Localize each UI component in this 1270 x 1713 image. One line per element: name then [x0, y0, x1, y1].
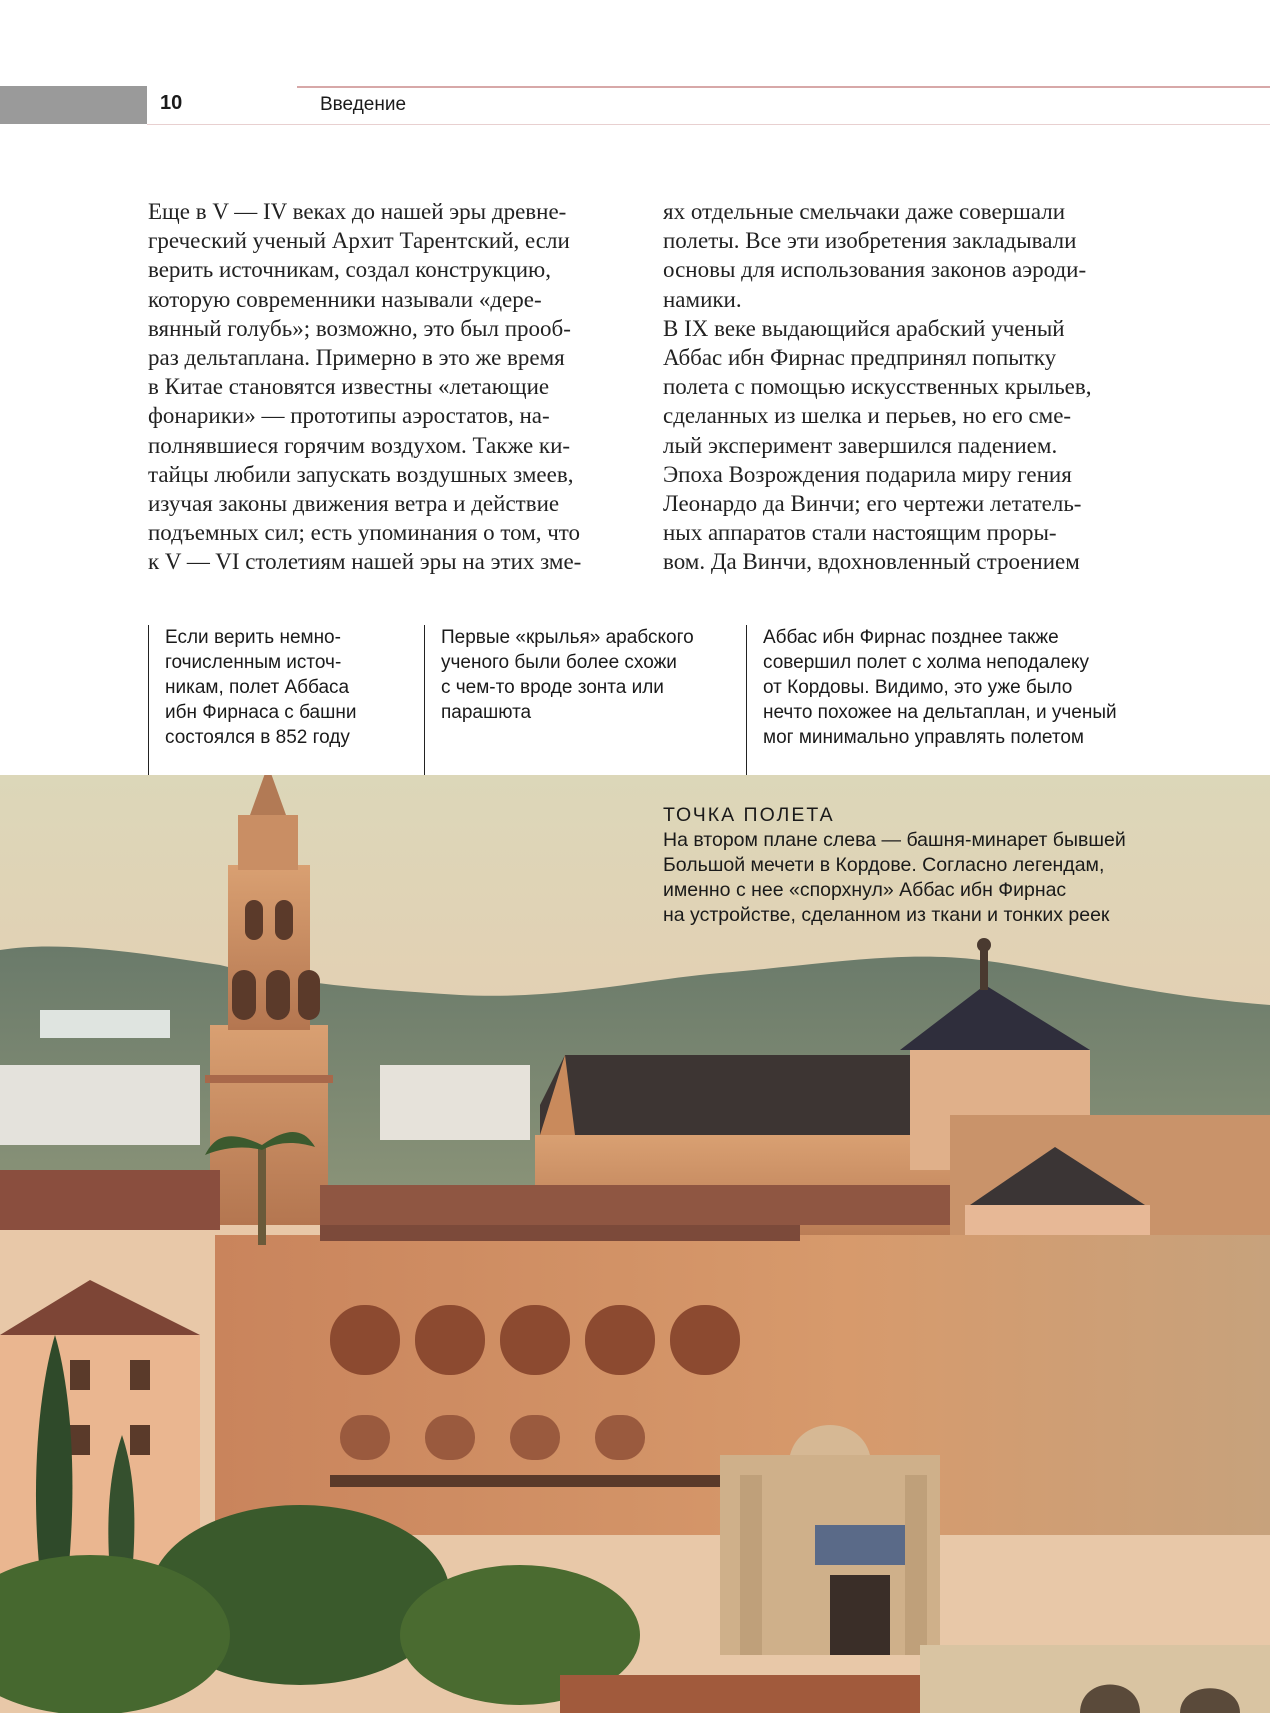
caption-line: Если верить немно- — [165, 627, 341, 648]
body-line: ных аппаратов стали настоящим проры- — [663, 520, 1057, 546]
body-line: подъемных сил; есть упоминания о том, что — [148, 520, 581, 546]
photo-caption-line: На втором плане слева — башня-минарет бывшей — [663, 829, 1126, 851]
header-gray-bar — [0, 86, 147, 124]
distant-buildings — [40, 1010, 170, 1038]
photo-caption — [663, 803, 1163, 928]
caption-line: состоялся в 852 году — [165, 727, 350, 748]
body-line: фонарики» — прототипы аэростатов, на- — [148, 403, 550, 429]
photo-caption-title: ТОЧКА ПОЛЕТА — [663, 804, 835, 826]
body-line: лый эксперимент завершился падением. — [663, 432, 1058, 458]
distant-buildings — [380, 1065, 530, 1140]
body-line: полнявшиеся горячим воздухом. Также ки- — [148, 432, 571, 458]
caption-line: Аббас ибн Фирнас позднее также — [763, 627, 1059, 648]
body-line: в Китае становятся известны «летающие — [148, 374, 550, 400]
caption-line: нечто похожее на дельтаплан, и ученый — [763, 702, 1117, 723]
left-houses — [0, 1280, 200, 1575]
body-line: основы для использования законов аэроди- — [663, 257, 1087, 283]
photo-caption-line: именно с нее «спорхнул» Аббас ибн Фирнас — [663, 879, 1067, 901]
body-text-left-column — [148, 197, 638, 577]
roman-bridge — [920, 1645, 1270, 1713]
body-line: Аббас ибн Фирнас предпринял попытку — [663, 345, 1057, 371]
caption-line: ибн Фирнаса с башни — [165, 702, 357, 723]
body-line: которую современники называли «дере- — [148, 286, 542, 312]
body-line: Леонардо да Винчи; его чертежи летатель- — [663, 491, 1082, 517]
body-line: сделанных из шелка и перьев, но его сме- — [663, 403, 1072, 429]
body-line: Эпоха Возрождения подарила миру гения — [663, 461, 1072, 487]
distant-buildings — [0, 1065, 200, 1145]
caption-line: совершил полет с холма неподалеку — [763, 652, 1089, 673]
puerta-del-puente — [720, 1425, 940, 1655]
body-line: Еще в V — IV веках до нашей эры древне- — [148, 199, 567, 224]
caption-line: ученого были более схожи — [441, 652, 677, 673]
body-line: к V — VI столетиям нашей эры на этих зме- — [148, 549, 582, 575]
body-line: верить источникам, создал конструкцию, — [148, 257, 551, 283]
caption-line: никам, полет Аббаса — [165, 677, 350, 698]
caption-line: мог минимально управлять полетом — [763, 727, 1084, 748]
roofs — [0, 1170, 220, 1230]
body-line: тайцы любили запускать воздушных змеев, — [148, 461, 574, 487]
header-rule-bottom — [147, 124, 1270, 125]
body-line: В IX веке выдающийся арабский ученый — [663, 315, 1065, 341]
caption-line: Первые «крылья» арабского — [441, 627, 694, 648]
body-line: изучая законы движения ветра и действие — [148, 491, 560, 517]
photo-caption-line: Большой мечети в Кордове. Согласно легендам, — [663, 854, 1105, 876]
caption-line: от Кордовы. Видимо, это уже было — [763, 677, 1073, 698]
photo-caption-line: на устройстве, сделанном из ткани и тонких реек — [663, 904, 1110, 926]
body-text-right-column — [663, 197, 1163, 577]
caption-1 — [148, 625, 418, 775]
body-line: полета с помощью искусственных крыльев, — [663, 374, 1092, 400]
section-title: Введение — [320, 94, 407, 115]
foreground-wall — [560, 1675, 920, 1713]
body-line: раз дельтаплана. Примерно в это же время — [148, 345, 565, 371]
body-line: вом. Да Винчи, вдохновленный строением — [663, 549, 1080, 575]
caption-2 — [424, 625, 744, 775]
photo-cordoba-mosque — [0, 775, 1270, 1713]
caption-line: парашюта — [441, 702, 532, 723]
page-number: 10 — [160, 92, 183, 114]
body-line: вянный голубь»; возможно, это был прооб- — [148, 315, 571, 341]
roofs — [320, 1185, 950, 1225]
body-line: намики. — [663, 286, 742, 312]
body-line: полеты. Все эти изобретения закладывали — [663, 228, 1077, 254]
caption-line: с чем-то вроде зонта или — [441, 677, 664, 698]
body-line: ях отдельные смельчаки даже совершали — [663, 199, 1066, 224]
caption-line: гочисленным источ- — [165, 652, 342, 673]
body-line: греческий ученый Архит Тарентский, если — [148, 228, 570, 254]
caption-3 — [746, 625, 1166, 775]
